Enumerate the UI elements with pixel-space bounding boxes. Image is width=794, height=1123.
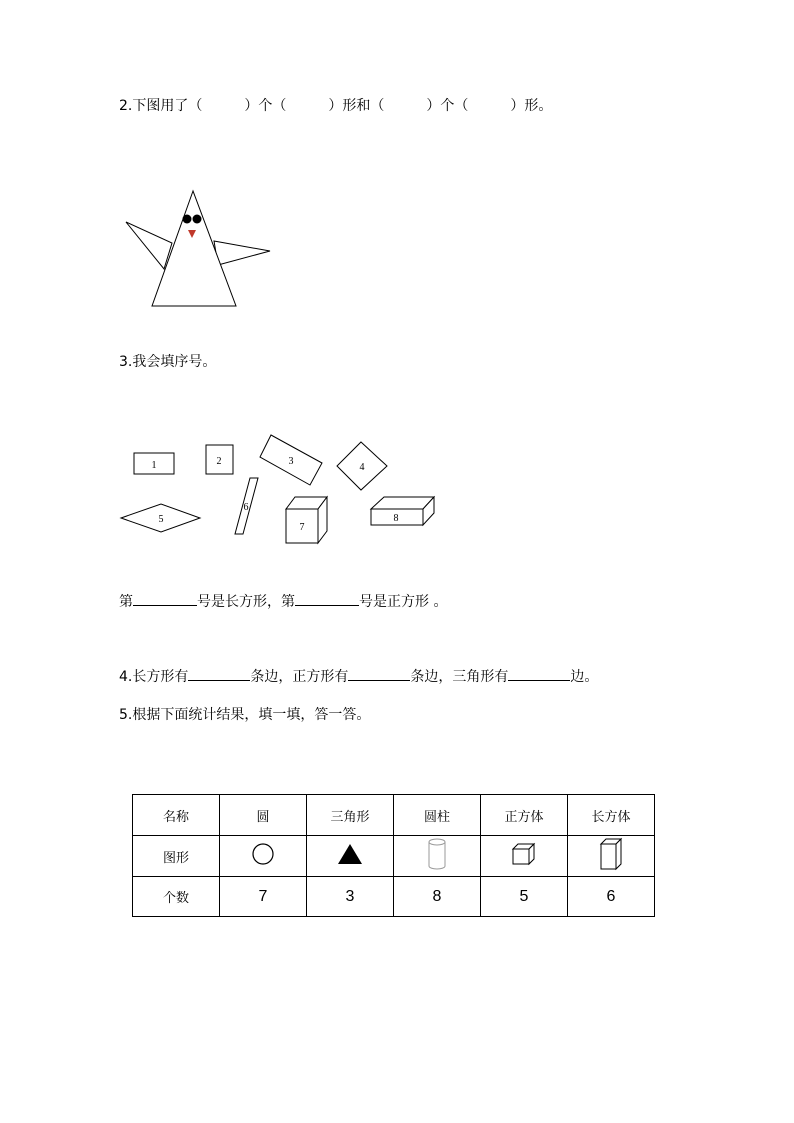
shape-1-label: 1 (151, 460, 157, 471)
q3-blank-rectangle[interactable] (133, 591, 197, 606)
table-row (133, 795, 655, 836)
shape-3-label: 3 (288, 456, 294, 467)
shape-7-label: 7 (299, 522, 305, 533)
shape-2-label: 2 (216, 456, 222, 467)
q4-s3: 条边，三角形有 (410, 669, 509, 685)
shape-8-cuboid (371, 497, 434, 525)
row-header-name: 名称 (133, 795, 220, 836)
q3-s3: 号是正方形 。 (359, 594, 448, 610)
stats-table (132, 794, 655, 917)
shape-4-label: 4 (359, 462, 365, 473)
row-header-shape: 图形 (133, 836, 220, 877)
q2-text (119, 96, 552, 116)
q3-title: 3.我会填序号。 (119, 354, 217, 370)
name-cell: 三角形 (307, 795, 394, 836)
left-wing-triangle (126, 222, 172, 269)
right-eye (193, 215, 202, 224)
bird-figure (120, 185, 280, 315)
count-cell: 7 (220, 877, 307, 917)
shape-5-label: 5 (158, 514, 164, 525)
row-header-count: 个数 (133, 877, 220, 917)
cube-icon (481, 836, 568, 877)
count-cell: 3 (307, 877, 394, 917)
name-cell: 圆柱 (394, 795, 481, 836)
q4-s1: 4.长方形有 (119, 669, 189, 685)
numbered-shapes (115, 430, 445, 550)
left-eye (183, 215, 192, 224)
name-cell: 正方体 (481, 795, 568, 836)
name-cell: 圆 (220, 795, 307, 836)
q3-s2: 号是长方形，第 (197, 594, 295, 610)
count-cell: 6 (568, 877, 655, 917)
shape-6-label: 6 (243, 502, 249, 513)
q4-blank-square[interactable] (348, 666, 410, 681)
count-cell: 8 (394, 877, 481, 917)
q5-title: 5.根据下面统计结果，填一填，答一答。 (119, 707, 371, 723)
q4-s2: 条边，正方形有 (250, 669, 349, 685)
cylinder-icon (394, 836, 481, 877)
q3-answer-line (119, 591, 447, 612)
shape-7-cube (286, 497, 327, 543)
q2-number: 2. (119, 98, 133, 114)
q4-blank-rectangle[interactable] (188, 666, 250, 681)
count-cell: 5 (481, 877, 568, 917)
circle-icon (220, 836, 307, 877)
shape-8-label: 8 (393, 513, 399, 524)
q2-body: 下图用了（ ）个（ ）形和（ ）个（ ）形。 (132, 98, 553, 114)
q3-blank-square[interactable] (295, 591, 359, 606)
table-row (133, 836, 655, 877)
q4-line (119, 666, 598, 687)
cuboid-icon (568, 836, 655, 877)
q4-blank-triangle[interactable] (508, 666, 570, 681)
q3-s1: 第 (119, 594, 133, 610)
q4-s4: 边。 (570, 669, 599, 685)
filled-triangle-icon (307, 836, 394, 877)
right-wing-triangle (214, 241, 270, 265)
table-row (133, 877, 655, 917)
name-cell: 长方体 (568, 795, 655, 836)
